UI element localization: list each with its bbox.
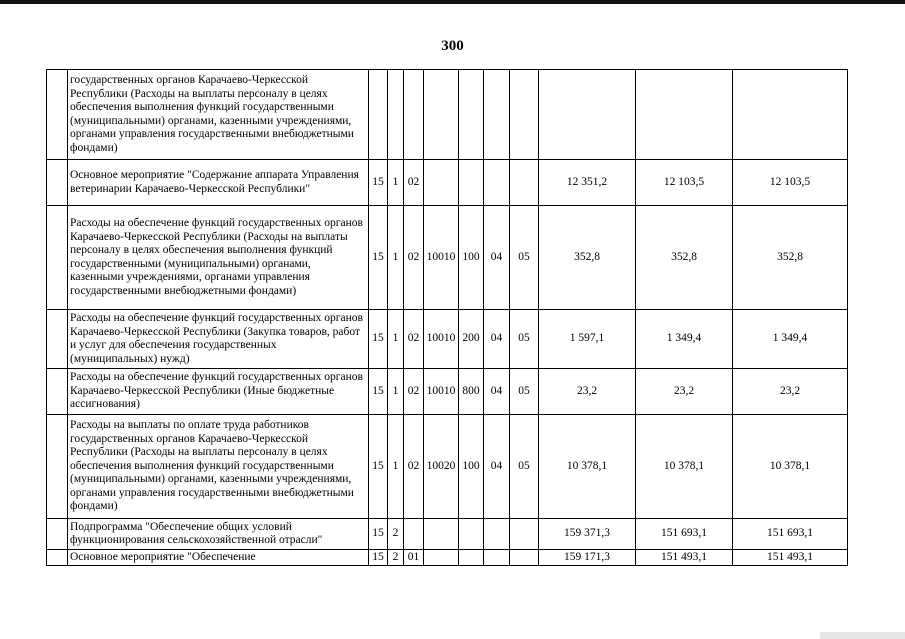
amount-cell: 352,8	[636, 206, 733, 310]
amount-cell: 12 103,5	[636, 160, 733, 206]
row-blank-cell	[47, 369, 68, 415]
row-name: Подпрограмма "Обеспечение общих условий функционирования сельскохозяйственной отрасли"	[68, 519, 369, 550]
code-cell: 04	[484, 310, 510, 369]
code-cell: 2	[388, 519, 404, 550]
code-cell: 15	[369, 369, 388, 415]
amount-cell: 12 103,5	[733, 160, 848, 206]
amount-cell: 23,2	[636, 369, 733, 415]
row-name: государственных органов Карачаево-Черкесской Республики (Расходы на выплаты персоналу в целях обеспечения выполнения функций государственными (муниципальными) органами, казенными учреждениями, органами управления государственными внебюджетными фондами)	[68, 70, 369, 160]
row-name: Основное мероприятие "Обеспечение	[68, 550, 369, 566]
code-cell	[388, 70, 404, 160]
code-cell	[404, 519, 424, 550]
code-cell	[459, 70, 484, 160]
code-cell: 10010	[424, 310, 459, 369]
code-cell	[510, 160, 539, 206]
code-cell: 04	[484, 369, 510, 415]
code-cell	[510, 550, 539, 566]
code-cell: 02	[404, 369, 424, 415]
code-cell: 05	[510, 415, 539, 519]
code-cell: 15	[369, 550, 388, 566]
row-blank-cell	[47, 160, 68, 206]
code-cell: 15	[369, 519, 388, 550]
code-cell	[459, 160, 484, 206]
amount-cell: 10 378,1	[636, 415, 733, 519]
code-cell: 1	[388, 369, 404, 415]
amount-cell	[636, 70, 733, 160]
amount-cell: 10 378,1	[539, 415, 636, 519]
code-cell	[459, 550, 484, 566]
code-cell: 02	[404, 160, 424, 206]
code-cell: 1	[388, 310, 404, 369]
code-cell	[484, 550, 510, 566]
scan-corner-shade	[820, 632, 905, 639]
code-cell	[484, 160, 510, 206]
table-row	[47, 550, 848, 566]
code-cell: 2	[388, 550, 404, 566]
row-blank-cell	[47, 519, 68, 550]
code-cell: 1	[388, 206, 404, 310]
amount-cell: 1 597,1	[539, 310, 636, 369]
row-name: Расходы на обеспечение функций государственных органов Карачаево-Черкесской Республики (Расходы на выплаты персоналу в целях обеспечения выполнения функций государственными (муниципальными) органами, казенными учреждениями, органами управления государственными внебюджетными фондами)	[68, 206, 369, 310]
code-cell: 10020	[424, 415, 459, 519]
budget-table	[46, 69, 848, 566]
row-name: Расходы на обеспечение функций государственных органов Карачаево-Черкесской Республики (Иные бюджетные ассигнования)	[68, 369, 369, 415]
code-cell	[424, 519, 459, 550]
table-row	[47, 206, 848, 310]
code-cell: 05	[510, 369, 539, 415]
code-cell	[424, 550, 459, 566]
table-row	[47, 70, 848, 160]
code-cell: 02	[404, 310, 424, 369]
amount-cell: 151 693,1	[733, 519, 848, 550]
amount-cell: 352,8	[733, 206, 848, 310]
row-name: Расходы на выплаты по оплате труда работников государственных органов Карачаево-Черкесской Республики (Расходы на выплаты персоналу в целях обеспечения выполнения функций государственными (муниципальными) органами, казенными учреждениями, органами управления государственными внебюджетными фондами)	[68, 415, 369, 519]
amount-cell: 352,8	[539, 206, 636, 310]
code-cell: 05	[510, 310, 539, 369]
amount-cell: 23,2	[539, 369, 636, 415]
code-cell	[404, 70, 424, 160]
row-blank-cell	[47, 70, 68, 160]
code-cell	[424, 70, 459, 160]
row-blank-cell	[47, 550, 68, 566]
amount-cell: 151 493,1	[733, 550, 848, 566]
amount-cell	[733, 70, 848, 160]
table-row	[47, 369, 848, 415]
code-cell	[424, 160, 459, 206]
code-cell: 1	[388, 415, 404, 519]
code-cell: 10010	[424, 369, 459, 415]
row-name: Расходы на обеспечение функций государственных органов Карачаево-Черкесской Республики (Закупка товаров, работ и услуг для обеспечения государственных (муниципальных) нужд)	[68, 310, 369, 369]
row-blank-cell	[47, 206, 68, 310]
code-cell: 10010	[424, 206, 459, 310]
amount-cell: 151 693,1	[636, 519, 733, 550]
code-cell	[510, 519, 539, 550]
code-cell	[510, 70, 539, 160]
amount-cell: 1 349,4	[733, 310, 848, 369]
row-blank-cell	[47, 310, 68, 369]
page-top-edge	[0, 0, 905, 4]
table-row	[47, 310, 848, 369]
table-row	[47, 519, 848, 550]
row-blank-cell	[47, 415, 68, 519]
code-cell: 15	[369, 160, 388, 206]
amount-cell: 159 171,3	[539, 550, 636, 566]
code-cell: 05	[510, 206, 539, 310]
page-number: 300	[441, 38, 464, 54]
code-cell	[369, 70, 388, 160]
code-cell: 800	[459, 369, 484, 415]
code-cell: 04	[484, 415, 510, 519]
code-cell: 01	[404, 550, 424, 566]
code-cell: 200	[459, 310, 484, 369]
code-cell: 15	[369, 206, 388, 310]
table-row	[47, 415, 848, 519]
code-cell: 1	[388, 160, 404, 206]
amount-cell: 1 349,4	[636, 310, 733, 369]
code-cell: 15	[369, 310, 388, 369]
code-cell	[459, 519, 484, 550]
code-cell: 15	[369, 415, 388, 519]
amount-cell: 159 371,3	[539, 519, 636, 550]
code-cell	[484, 70, 510, 160]
amount-cell: 12 351,2	[539, 160, 636, 206]
code-cell	[484, 519, 510, 550]
code-cell: 02	[404, 206, 424, 310]
amount-cell: 23,2	[733, 369, 848, 415]
table-row	[47, 160, 848, 206]
code-cell: 02	[404, 415, 424, 519]
code-cell: 04	[484, 206, 510, 310]
amount-cell	[539, 70, 636, 160]
row-name: Основное мероприятие "Содержание аппарата Управления ветеринарии Карачаево-Черкесской Республики"	[68, 160, 369, 206]
amount-cell: 10 378,1	[733, 415, 848, 519]
code-cell: 100	[459, 415, 484, 519]
amount-cell: 151 493,1	[636, 550, 733, 566]
code-cell: 100	[459, 206, 484, 310]
